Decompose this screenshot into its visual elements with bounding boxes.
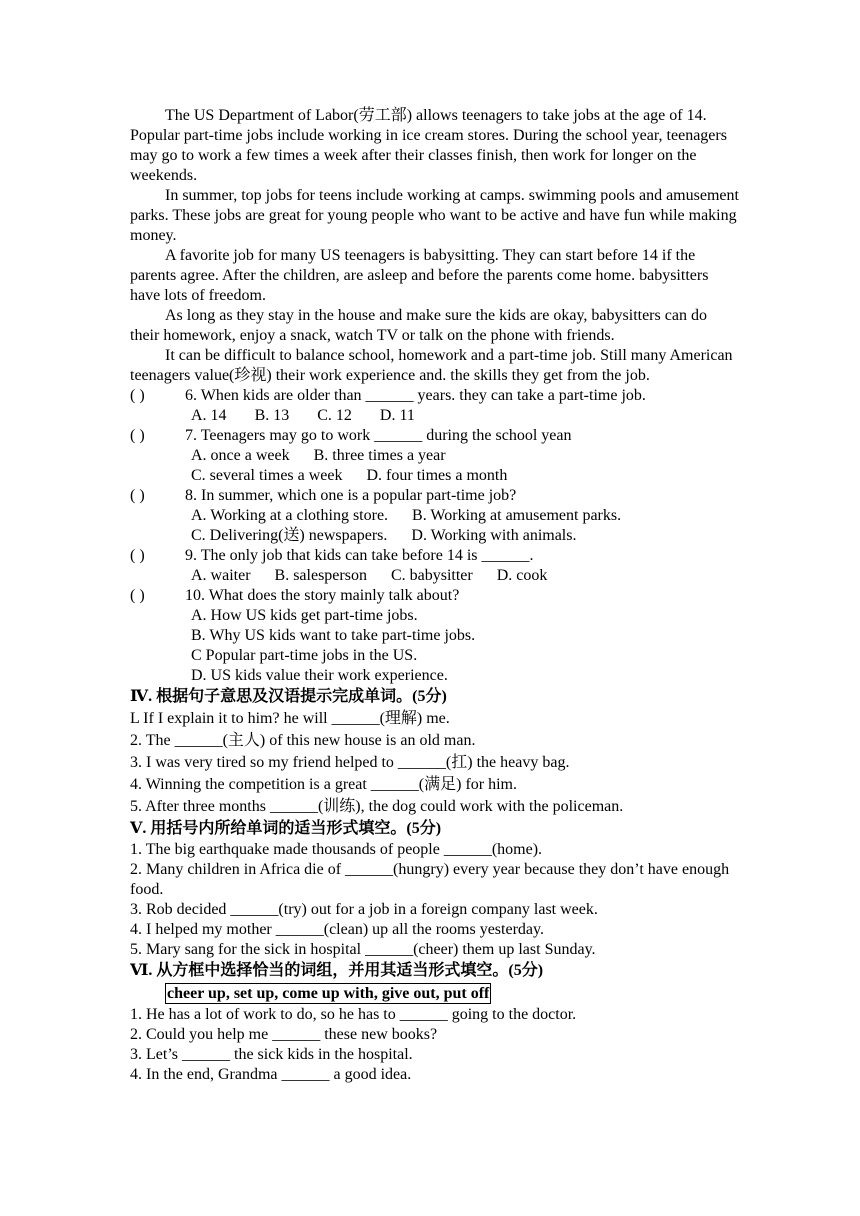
question-10 bbox=[130, 586, 740, 686]
question-6 bbox=[130, 386, 740, 426]
worksheet-content bbox=[130, 106, 740, 1085]
option-c[interactable]: C. babysitter bbox=[390, 567, 473, 584]
option-a[interactable]: A. once a week bbox=[191, 447, 290, 464]
exercise-item: 4. In the end, Grandma ______ a good idea. bbox=[130, 1066, 412, 1083]
exercise-item: 4. Winning the competition is a great ______(满足) for him. bbox=[130, 776, 517, 793]
question-7 bbox=[130, 426, 740, 486]
option-a[interactable]: A. Working at a clothing store. bbox=[191, 507, 389, 524]
question-8 bbox=[130, 486, 740, 546]
option-b[interactable]: B. Working at amusement parks. bbox=[412, 507, 622, 524]
passage-paragraph: The US Department of Labor(劳工部) allows teenagers to take jobs at the age of 14. Popular part-time jobs include working in ice cream stores. During the school year, teenagers may go to work a few times a week after their classes finish, then work for longer on the weekends. bbox=[130, 107, 727, 184]
option-a[interactable]: A. How US kids get part-time jobs. bbox=[191, 607, 418, 624]
passage-paragraph: In summer, top jobs for teens include working at camps. swimming pools and amusement parks. These jobs are great for young people who want to be active and have fun while making money. bbox=[130, 187, 739, 244]
option-a[interactable]: A. waiter bbox=[191, 567, 251, 584]
question-stem bbox=[130, 586, 740, 606]
options-row bbox=[130, 406, 740, 426]
exercise-item: 5. Mary sang for the sick in hospital ______(cheer) them up last Sunday. bbox=[130, 941, 596, 958]
option-b[interactable]: B. 13 bbox=[254, 407, 290, 424]
answer-bracket[interactable]: ( ) bbox=[130, 387, 145, 404]
passage-paragraph: As long as they stay in the house and make sure the kids are okay, babysitters can do their homework, enjoy a snack, watch TV or talk on the phone with friends. bbox=[130, 307, 707, 344]
word-box-row bbox=[130, 983, 740, 1004]
question-stem bbox=[130, 486, 740, 506]
option-d[interactable]: D. Working with animals. bbox=[411, 527, 577, 544]
option-b[interactable]: B. salesperson bbox=[274, 567, 367, 584]
options-row bbox=[130, 526, 740, 546]
passage-paragraph: A favorite job for many US teenagers is babysitting. They can start before 14 if the parents agree. After the children, are asleep and before the parents come home. babysitters have lots of freedom. bbox=[130, 247, 709, 304]
exercise-item: 3. Let’s ______ the sick kids in the hospital. bbox=[130, 1046, 413, 1063]
section-heading: Ⅵ. 从方框中选择恰当的词组，并用其适当形式填空。(5分) bbox=[130, 962, 544, 979]
options-row bbox=[130, 466, 740, 486]
question-stem bbox=[130, 386, 740, 406]
question-9 bbox=[130, 546, 740, 586]
exercise-item: 3. I was very tired so my friend helped to ______(扛) the heavy bag. bbox=[130, 754, 570, 771]
answer-bracket[interactable]: ( ) bbox=[130, 427, 145, 444]
exercise-item: L If I explain it to him? he will ______(理解) me. bbox=[130, 710, 450, 727]
option-c[interactable]: C. several times a week bbox=[191, 467, 343, 484]
exercise-item: 3. Rob decided ______(try) out for a job in a foreign company last week. bbox=[130, 901, 598, 918]
section-5 bbox=[130, 818, 740, 960]
options-row bbox=[130, 506, 740, 526]
exercise-item: 5. After three months ______(训练), the dog could work with the policeman. bbox=[130, 798, 624, 815]
section-6 bbox=[130, 960, 740, 1085]
exercise-item: 2. The ______(主人) of this new house is an old man. bbox=[130, 732, 476, 749]
section-heading: Ⅴ. 用括号内所给单词的适当形式填空。(5分) bbox=[130, 820, 442, 837]
option-c[interactable]: C. Delivering(送) newspapers. bbox=[191, 527, 388, 544]
reading-passage bbox=[130, 106, 740, 386]
question-text: 9. The only job that kids can take before 14 is ______. bbox=[185, 547, 534, 564]
section-4 bbox=[130, 686, 740, 818]
question-text: 6. When kids are older than ______ years. they can take a part-time job. bbox=[185, 387, 646, 404]
question-stem bbox=[130, 546, 740, 566]
option-b[interactable]: B. Why US kids want to take part-time jobs. bbox=[191, 627, 476, 644]
section-heading: Ⅳ. 根据句子意思及汉语提示完成单词。(5分) bbox=[130, 688, 447, 705]
passage-paragraph: It can be difficult to balance school, homework and a part-time job. Still many American teenagers value(珍视) their work experience and. the skills they get from the job. bbox=[130, 347, 733, 384]
question-text: 8. In summer, which one is a popular part-time job? bbox=[185, 487, 517, 504]
question-text: 10. What does the story mainly talk about? bbox=[185, 587, 460, 604]
option-d[interactable]: D. US kids value their work experience. bbox=[191, 667, 448, 684]
option-d[interactable]: D. cook bbox=[496, 567, 548, 584]
option-a[interactable]: A. 14 bbox=[191, 407, 227, 424]
answer-bracket[interactable]: ( ) bbox=[130, 587, 145, 604]
question-text: 7. Teenagers may go to work ______ during the school yean bbox=[185, 427, 572, 444]
exercise-item: 4. I helped my mother ______(clean) up all the rooms yesterday. bbox=[130, 921, 544, 938]
exercise-item: 1. He has a lot of work to do, so he has to ______ going to the doctor. bbox=[130, 1006, 577, 1023]
answer-bracket[interactable]: ( ) bbox=[130, 547, 145, 564]
question-stem bbox=[130, 426, 740, 446]
answer-bracket[interactable]: ( ) bbox=[130, 487, 145, 504]
option-d[interactable]: D. four times a month bbox=[366, 467, 508, 484]
option-d[interactable]: D. 11 bbox=[379, 407, 415, 424]
options-row bbox=[130, 446, 740, 466]
option-c[interactable]: C Popular part-time jobs in the US. bbox=[191, 647, 418, 664]
option-b[interactable]: B. three times a year bbox=[313, 447, 446, 464]
options-row bbox=[130, 566, 740, 586]
option-c[interactable]: C. 12 bbox=[317, 407, 352, 424]
exercise-item: 1. The big earthquake made thousands of people ______(home). bbox=[130, 841, 543, 858]
exercise-item: 2. Could you help me ______ these new books? bbox=[130, 1026, 438, 1043]
exercise-item: 2. Many children in Africa die of ______(hungry) every year because they don’t have enough food. bbox=[130, 861, 730, 898]
word-box: cheer up, set up, come up with, give out, put off bbox=[167, 985, 490, 1002]
